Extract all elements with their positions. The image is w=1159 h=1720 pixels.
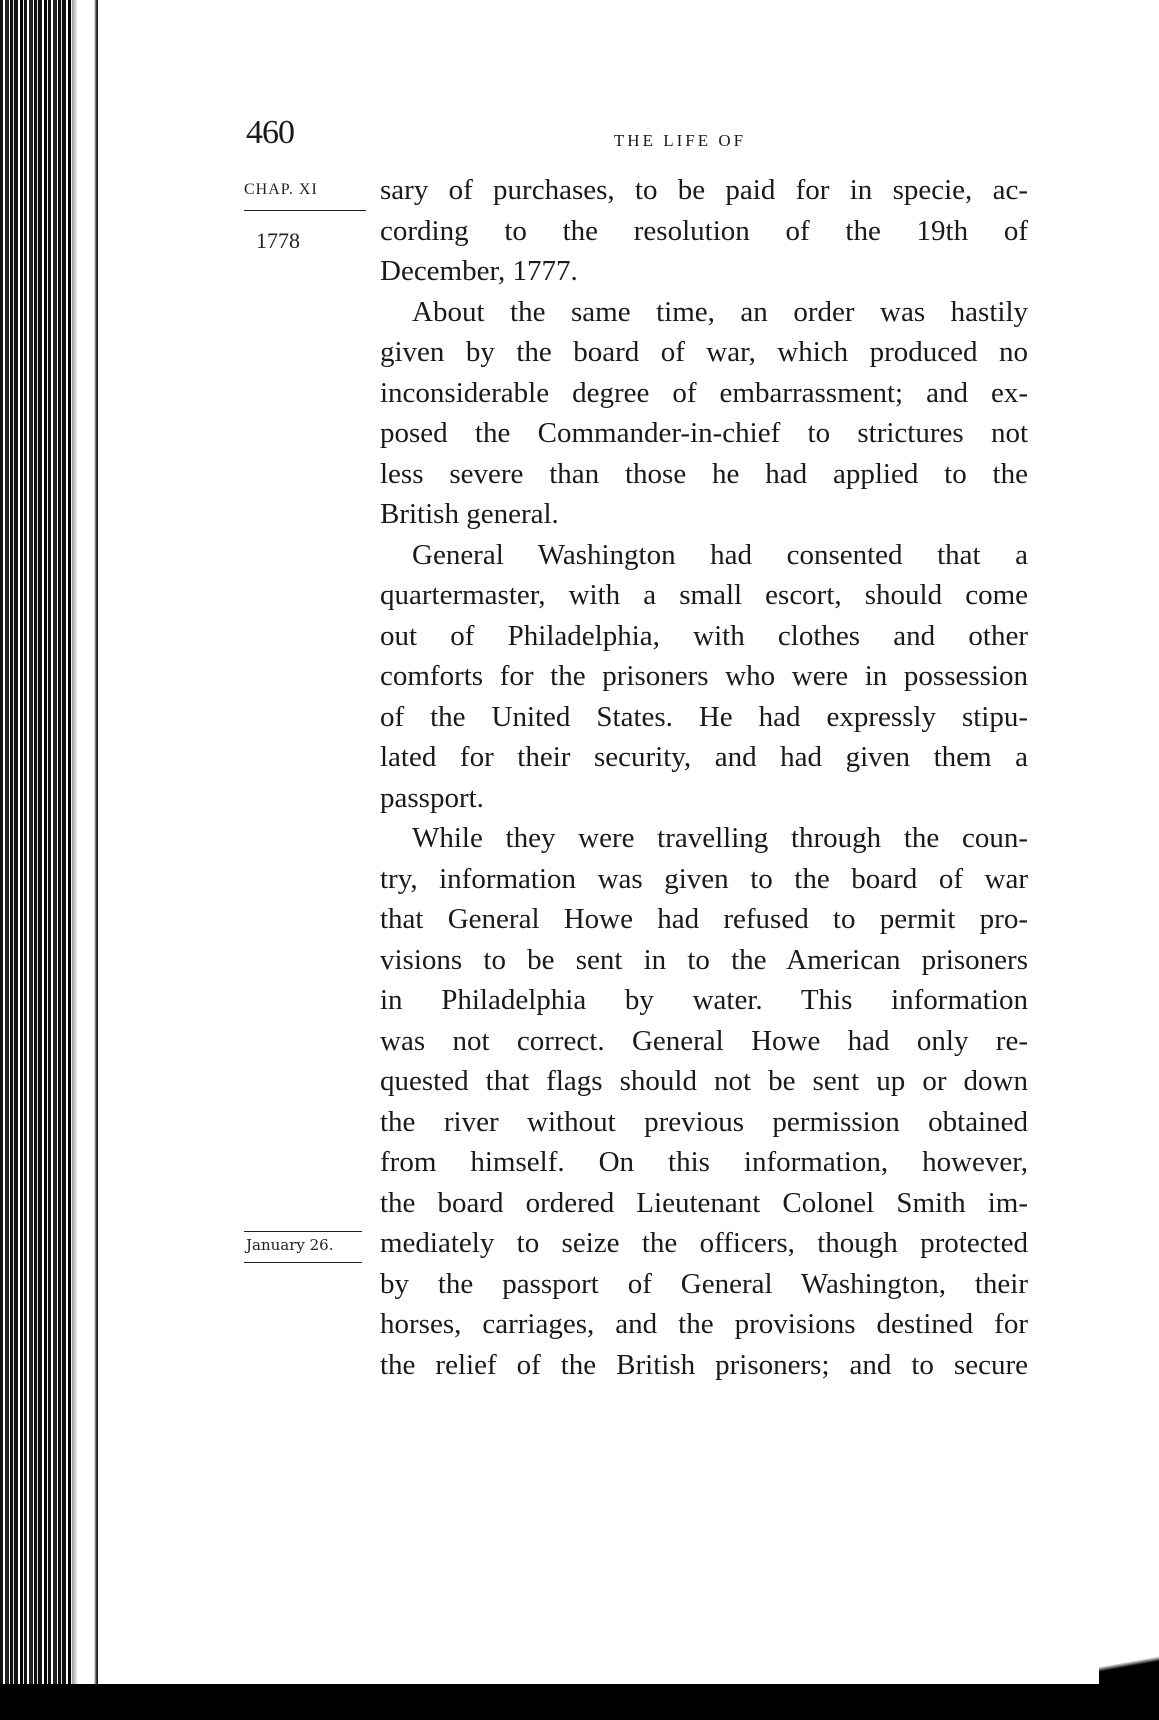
text-line: General Washington had consented that a [412, 538, 1028, 571]
text-line: horses, carriages, and the provisions destined for [380, 1308, 1028, 1340]
text-line: of the United States. He had expressly stipu- [380, 700, 1028, 733]
text-line: out of Philadelphia, with clothes and other [380, 619, 1028, 652]
date-rule-bottom [244, 1262, 362, 1263]
text-line: While they were travelling through the coun- [412, 822, 1028, 854]
body-text [380, 170, 1028, 1385]
text-line: mediately to seize the officers, though protected [380, 1227, 1028, 1259]
running-head: THE LIFE OF [613, 131, 747, 150]
text-line: December, 1777. [380, 255, 578, 287]
text-line: from himself. On this information, however, [380, 1146, 1028, 1178]
book-binding-scan-edge [0, 0, 98, 1720]
text-line: quested that flags should not be sent up or down [380, 1065, 1028, 1097]
text-line: less severe than those he had applied to the [380, 457, 1028, 490]
text-line: in Philadelphia by water. This information [380, 984, 1028, 1016]
date-rule-top [244, 1231, 362, 1232]
page-number: 460 [246, 114, 294, 151]
text-line: passport. [380, 781, 484, 814]
text-line: try, information was given to the board of war [380, 862, 1028, 895]
chapter-margin-note: CHAP. XI [244, 181, 318, 198]
text-line: About the same time, an order was hastily [412, 295, 1028, 328]
chapter-rule [244, 210, 366, 211]
text-line: inconsiderable degree of embarrassment; and ex- [380, 376, 1028, 409]
text-line: British general. [380, 498, 559, 530]
date-margin-note: January 26. [246, 1236, 334, 1254]
text-line: the relief of the British prisoners; and to secure [380, 1348, 1028, 1381]
text-line: by the passport of General Washington, their [380, 1267, 1028, 1300]
text-line: was not correct. General Howe had only re- [380, 1024, 1028, 1057]
text-line: comforts for the prisoners who were in possession [380, 660, 1028, 692]
text-line: cording to the resolution of the 19th of [380, 214, 1028, 247]
text-line: quartermaster, with a small escort, should come [380, 579, 1028, 611]
year-margin-note: 1778 [256, 228, 300, 253]
text-line: sary of purchases, to be paid for in specie, ac- [380, 174, 1028, 206]
text-line: the board ordered Lieutenant Colonel Smith im- [380, 1186, 1028, 1219]
text-line: lated for their security, and had given them a [380, 741, 1028, 773]
text-line: given by the board of war, which produced no [380, 336, 1028, 368]
text-line: that General Howe had refused to permit pro- [380, 903, 1028, 935]
text-line: the river without previous permission obtained [380, 1105, 1028, 1138]
text-line: posed the Commander-in-chief to strictures not [380, 417, 1028, 449]
scan-bottom-edge [0, 1684, 1159, 1720]
text-line: visions to be sent in to the American prisoners [380, 943, 1028, 976]
